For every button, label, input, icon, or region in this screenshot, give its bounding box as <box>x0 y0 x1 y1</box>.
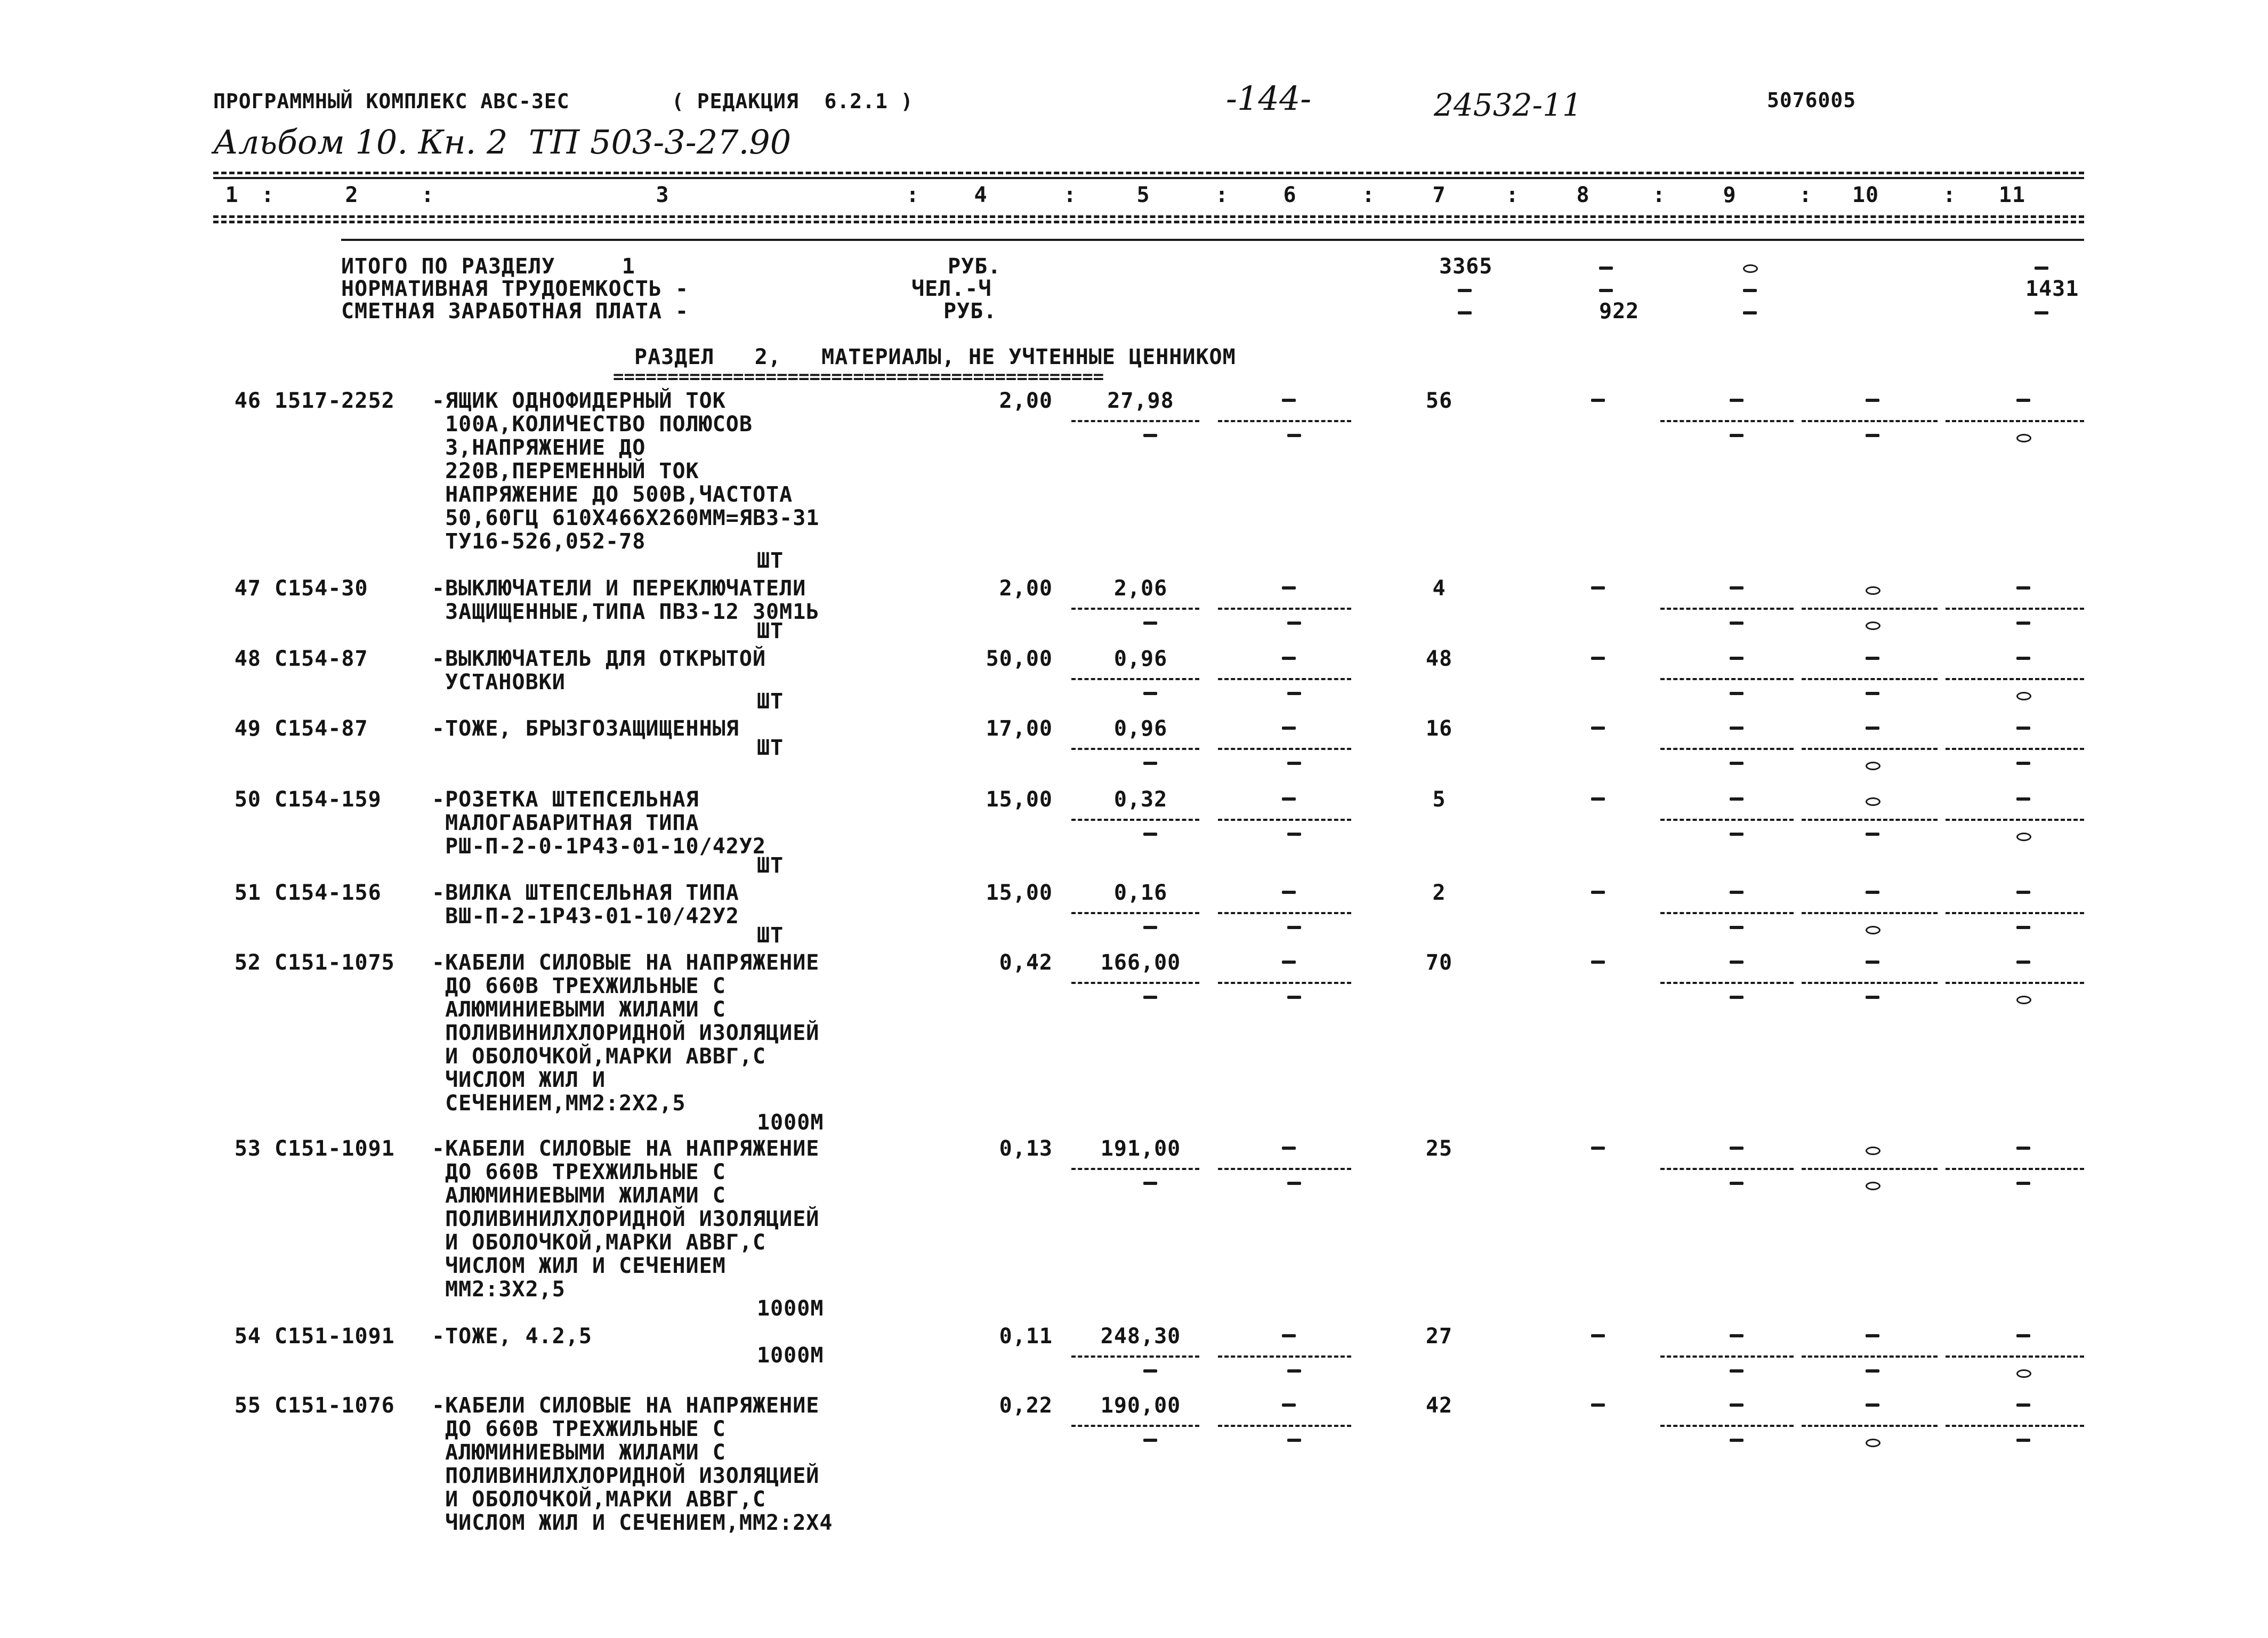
column-separator: : <box>1362 183 1376 207</box>
dash-mark <box>1282 399 1296 402</box>
dash-mark <box>1730 797 1744 801</box>
item-description: -РОЗЕТКА ШТЕПСЕЛЬНАЯ МАЛОГАБАРИТНАЯ ТИПА РШ-П-2-0-1Р43-01-10/42У2 <box>432 787 766 859</box>
unit-price: 0,32 <box>1113 787 1168 812</box>
dash-mark <box>1730 762 1744 765</box>
dash-mark <box>1143 833 1157 836</box>
quantity: 2,00 <box>999 389 1053 413</box>
dash-mark <box>1730 434 1744 437</box>
dash-mark <box>2016 1147 2030 1150</box>
unit-price: 0,96 <box>1113 716 1168 741</box>
doc-number: 24532-11 <box>1434 87 1582 123</box>
labor-label: НОРМАТИВНАЯ ТРУДОЕМКОСТЬ - <box>341 277 689 301</box>
item-description: -ВЫКЛЮЧАТЕЛЬ ДЛЯ ОТКРЫТОЙ УСТАНОВКИ <box>432 647 766 695</box>
unit-of-measure: ШТ <box>757 548 784 573</box>
quantity: 17,00 <box>986 716 1053 741</box>
column-number: 5 <box>1136 183 1150 207</box>
dash-mark <box>1730 1147 1744 1150</box>
unit-price: 0,16 <box>1113 881 1168 905</box>
col7-value: 16 <box>1425 716 1453 741</box>
unit-of-measure: ШТ <box>757 736 784 760</box>
dash-mark <box>1599 267 1613 270</box>
dash-mark <box>1143 1439 1157 1442</box>
circle-mark <box>1743 264 1758 273</box>
col7-value: 4 <box>1432 576 1446 601</box>
dash-mark <box>1866 961 1879 964</box>
quantity: 0,13 <box>999 1136 1053 1161</box>
column-separator: : <box>261 183 275 207</box>
cell-underline <box>1218 1355 1351 1358</box>
row-number: 53 <box>234 1136 261 1161</box>
circle-mark <box>2016 692 2031 700</box>
dash-mark <box>1287 622 1301 625</box>
cell-underline <box>1946 819 2084 821</box>
dash-mark <box>1730 586 1744 590</box>
column-header-rule <box>213 215 2084 218</box>
dash-mark <box>1730 692 1744 695</box>
cell-underline <box>1218 420 1351 422</box>
row-number: 50 <box>234 787 261 812</box>
column-number: 6 <box>1283 183 1297 207</box>
section-underline: ============================================= <box>613 366 1104 388</box>
dash-mark <box>1143 692 1157 695</box>
dash-mark <box>1287 926 1301 929</box>
dash-mark <box>1591 1147 1605 1150</box>
cell-underline <box>1660 819 1794 821</box>
dash-mark <box>1730 1182 1744 1185</box>
doc-code: 5076005 <box>1767 88 1857 112</box>
column-separator: : <box>1799 183 1813 207</box>
column-separator: : <box>906 183 920 207</box>
dash-mark <box>1866 1403 1879 1407</box>
dash-mark <box>1730 833 1744 836</box>
dash-mark <box>2035 311 2048 314</box>
unit-of-measure: ШТ <box>757 619 784 643</box>
dash-mark <box>1287 833 1301 836</box>
circle-mark <box>2016 996 2031 1004</box>
wage-label: СМЕТНАЯ ЗАРАБОТНАЯ ПЛАТА - <box>341 299 689 324</box>
dash-mark <box>1282 1334 1296 1337</box>
dash-mark <box>1143 622 1157 625</box>
dash-mark <box>1458 289 1472 292</box>
column-number: 11 <box>1998 183 2026 207</box>
cell-underline <box>1946 748 2084 750</box>
item-code: С154-87 <box>275 647 368 671</box>
unit-price: 166,00 <box>1100 950 1181 975</box>
dash-mark <box>2016 1334 2030 1337</box>
dash-mark <box>2016 399 2030 402</box>
item-description: -ВЫКЛЮЧАТЕЛИ И ПЕРЕКЛЮЧАТЕЛИ ЗАЩИЩЕННЫЕ,ТИПА ПВЗ-12 30М1Ь <box>432 576 820 624</box>
column-separator: : <box>1506 183 1520 207</box>
quantity: 0,42 <box>999 950 1053 975</box>
dash-mark <box>2016 622 2030 625</box>
cell-underline <box>1802 678 1938 680</box>
quantity: 2,00 <box>999 576 1053 601</box>
dash-mark <box>1743 289 1757 292</box>
dash-mark <box>1866 657 1879 660</box>
cell-underline <box>1660 1355 1794 1358</box>
dash-mark <box>1730 622 1744 625</box>
row-number: 48 <box>234 647 261 671</box>
column-number: 2 <box>345 183 359 207</box>
dash-mark <box>1282 1403 1296 1407</box>
dash-mark <box>1866 996 1879 999</box>
item-code: С151-1075 <box>275 950 395 975</box>
quantity: 15,00 <box>986 881 1053 905</box>
unit-of-measure: ШТ <box>757 923 784 948</box>
totals-unit: РУБ. <box>948 254 1002 279</box>
unit-of-measure: 1000М <box>757 1343 824 1368</box>
dash-mark <box>1143 996 1157 999</box>
cell-underline <box>1946 678 2084 680</box>
column-separator: : <box>1943 183 1957 207</box>
cell-underline <box>1946 1355 2084 1358</box>
dash-mark <box>1282 586 1296 590</box>
cell-underline <box>1218 1425 1351 1427</box>
dash-mark <box>2016 1439 2030 1442</box>
dash-mark <box>1866 1369 1879 1373</box>
cell-underline <box>1218 912 1351 914</box>
cell-underline <box>1071 678 1199 680</box>
totals-top-rule <box>341 239 2084 241</box>
circle-mark <box>1866 1147 1880 1155</box>
item-description: -КАБЕЛИ СИЛОВЫЕ НА НАПРЯЖЕНИЕ ДО 660В ТРЕХЖИЛЬНЫЕ С АЛЮМИНИЕВЫМИ ЖИЛАМИ С ПОЛИВИНИЛХЛОРИДНОЙ ИЗОЛЯЦИЕЙ И ОБОЛОЧКОЙ,МАРКИ АВВГ,С ЧИСЛОМ ЖИЛ И СЕЧЕНИЕМ ММ2:3Х2,5 <box>432 1136 820 1302</box>
cell-underline <box>1660 912 1794 914</box>
dash-mark <box>1730 727 1744 730</box>
column-separator: : <box>421 183 435 207</box>
item-description: -КАБЕЛИ СИЛОВЫЕ НА НАПРЯЖЕНИЕ ДО 660В ТРЕХЖИЛЬНЫЕ С АЛЮМИНИЕВЫМИ ЖИЛАМИ С ПОЛИВИНИЛХЛОРИДНОЙ ИЗОЛЯЦИЕЙ И ОБОЛОЧКОЙ,МАРКИ АВВГ,С ЧИСЛОМ ЖИЛ И СЕЧЕНИЕМ,ММ2:2Х4 <box>432 1393 833 1535</box>
dash-mark <box>2016 586 2030 590</box>
wage-col8: 922 <box>1599 299 1640 324</box>
dash-mark <box>2016 891 2030 894</box>
dash-mark <box>1866 434 1879 437</box>
item-description: -ЯЩИК ОДНОФИДЕРНЫЙ ТОК 100А,КОЛИЧЕСТВО ПОЛЮСОВ 3,НАПРЯЖЕНИЕ ДО 220В,ПЕРЕМЕННЫЙ ТОК НАПРЯЖЕНИЕ ДО 500В,ЧАСТОТА 50,60ГЦ 610Х466Х260ММ=ЯВ3-31 ТУ16-526,052-78 <box>432 389 820 554</box>
cell-underline <box>1071 1425 1199 1427</box>
unit-price: 2,06 <box>1113 576 1168 601</box>
dash-mark <box>2016 1403 2030 1407</box>
dash-mark <box>1866 399 1879 402</box>
column-number: 9 <box>1723 183 1737 207</box>
circle-mark <box>1866 1439 1880 1447</box>
dash-mark <box>2016 926 2030 929</box>
quantity: 0,22 <box>999 1393 1053 1418</box>
circle-mark <box>1866 622 1880 630</box>
item-description: -ВИЛКА ШТЕПСЕЛЬНАЯ ТИПА ВШ-П-2-1Р43-01-10/42У2 <box>432 881 739 929</box>
dash-mark <box>1591 1403 1605 1407</box>
circle-mark <box>2016 434 2031 442</box>
column-number: 7 <box>1432 183 1446 207</box>
row-number: 49 <box>234 716 261 741</box>
column-number: 1 <box>225 183 239 207</box>
unit-price: 190,00 <box>1100 1393 1181 1418</box>
dash-mark <box>1287 762 1301 765</box>
cell-underline <box>1802 420 1938 422</box>
dash-mark <box>2016 762 2030 765</box>
edition: ( РЕДАКЦИЯ 6.2.1 ) <box>672 90 914 113</box>
cell-underline <box>1218 678 1351 680</box>
dash-mark <box>1287 692 1301 695</box>
dash-mark <box>1866 891 1879 894</box>
cell-underline <box>1071 608 1199 610</box>
dash-mark <box>1743 311 1757 314</box>
dash-mark <box>1591 727 1605 730</box>
dash-mark <box>1143 1369 1157 1373</box>
unit-of-measure: 1000М <box>757 1296 824 1321</box>
item-code: С151-1091 <box>275 1324 395 1349</box>
dash-mark <box>1866 692 1879 695</box>
col7-value: 25 <box>1425 1136 1453 1161</box>
row-number: 52 <box>234 950 261 975</box>
dash-mark <box>1730 891 1744 894</box>
cell-underline <box>1802 748 1938 750</box>
quantity: 50,00 <box>986 647 1053 671</box>
unit-price: 0,96 <box>1113 647 1168 671</box>
dash-mark <box>1730 961 1744 964</box>
cell-underline <box>1660 420 1794 422</box>
dash-mark <box>1599 289 1613 292</box>
dash-mark <box>1282 797 1296 801</box>
cell-underline <box>1071 1168 1199 1170</box>
dash-mark <box>1730 1369 1744 1373</box>
table-top-rule <box>213 172 2084 174</box>
totals-col7: 3365 <box>1439 254 1493 279</box>
item-code: С154-30 <box>275 576 368 601</box>
dash-mark <box>1282 891 1296 894</box>
column-separator: : <box>1063 183 1077 207</box>
item-code: С154-159 <box>275 787 382 812</box>
cell-underline <box>1946 912 2084 914</box>
dash-mark <box>1591 797 1605 801</box>
quantity: 0,11 <box>999 1324 1053 1349</box>
cell-underline <box>1946 1168 2084 1170</box>
dash-mark <box>1730 1439 1744 1442</box>
dash-mark <box>1287 1369 1301 1373</box>
item-description: -КАБЕЛИ СИЛОВЫЕ НА НАПРЯЖЕНИЕ ДО 660В ТРЕХЖИЛЬНЫЕ С АЛЮМИНИЕВЫМИ ЖИЛАМИ С ПОЛИВИНИЛХЛОРИДНОЙ ИЗОЛЯЦИЕЙ И ОБОЛОЧКОЙ,МАРКИ АВВГ,С ЧИСЛОМ ЖИЛ И СЕЧЕНИЕМ,ММ2:2Х2,5 <box>432 950 820 1116</box>
column-number: 4 <box>974 183 988 207</box>
cell-underline <box>1946 982 2084 984</box>
col7-value: 70 <box>1425 950 1453 975</box>
item-code: С154-87 <box>275 716 368 741</box>
cell-underline <box>1071 420 1199 422</box>
cell-underline <box>1946 1425 2084 1427</box>
cell-underline <box>1802 1425 1938 1427</box>
circle-mark <box>1866 1182 1880 1190</box>
dash-mark <box>1287 1182 1301 1185</box>
cell-underline <box>1218 1168 1351 1170</box>
album-reference: Альбом 10. Кн. 2 ТП 503-3-27.90 <box>213 123 792 162</box>
cell-underline <box>1802 608 1938 610</box>
dash-mark <box>2035 267 2048 270</box>
dash-mark <box>1143 1182 1157 1185</box>
cell-underline <box>1660 982 1794 984</box>
row-number: 46 <box>234 389 261 413</box>
dash-mark <box>1458 311 1472 314</box>
dash-mark <box>1866 1334 1879 1337</box>
cell-underline <box>1071 912 1199 914</box>
dash-mark <box>1730 399 1744 402</box>
cell-underline <box>1946 608 2084 610</box>
cell-underline <box>1218 819 1351 821</box>
circle-mark <box>1866 926 1880 934</box>
cell-underline <box>1802 1168 1938 1170</box>
dash-mark <box>2016 657 2030 660</box>
circle-mark <box>2016 1369 2031 1378</box>
circle-mark <box>2016 833 2031 841</box>
page-number: -144- <box>1226 79 1312 118</box>
totals-label: ИТОГО ПО РАЗДЕЛУ 1 <box>341 254 635 279</box>
dash-mark <box>1730 996 1744 999</box>
cell-underline <box>1218 748 1351 750</box>
cell-underline <box>1802 819 1938 821</box>
column-separator: : <box>1215 183 1229 207</box>
dash-mark <box>1591 657 1605 660</box>
dash-mark <box>1730 657 1744 660</box>
dash-mark <box>1591 586 1605 590</box>
dash-mark <box>1730 926 1744 929</box>
dash-mark <box>2016 727 2030 730</box>
col7-value: 48 <box>1425 647 1453 671</box>
column-number: 10 <box>1852 183 1879 207</box>
dash-mark <box>1143 434 1157 437</box>
table-top-rule-2 <box>213 177 2084 179</box>
labor-unit: ЧЕЛ.-Ч <box>911 277 992 301</box>
dash-mark <box>1730 1403 1744 1407</box>
dash-mark <box>1866 727 1879 730</box>
column-number: 3 <box>656 183 669 207</box>
cell-underline <box>1660 1425 1794 1427</box>
dash-mark <box>1282 657 1296 660</box>
item-code: С154-156 <box>275 881 382 905</box>
row-number: 47 <box>234 576 261 601</box>
dash-mark <box>1287 434 1301 437</box>
item-description: -ТОЖЕ, БРЫЗГОЗАЩИЩЕННЫЯ <box>432 716 739 741</box>
row-number: 55 <box>234 1393 261 1418</box>
dash-mark <box>1282 1147 1296 1150</box>
cell-underline <box>1802 912 1938 914</box>
unit-price: 248,30 <box>1100 1324 1181 1349</box>
dash-mark <box>2016 797 2030 801</box>
cell-underline <box>1071 748 1199 750</box>
row-number: 54 <box>234 1324 261 1349</box>
unit-of-measure: 1000М <box>757 1110 824 1135</box>
cell-underline <box>1660 678 1794 680</box>
dash-mark <box>1591 399 1605 402</box>
quantity: 15,00 <box>986 787 1053 812</box>
circle-mark <box>1866 762 1880 770</box>
item-code: С151-1076 <box>275 1393 395 1418</box>
dash-mark <box>1287 1439 1301 1442</box>
cell-underline <box>1071 982 1199 984</box>
cell-underline <box>1946 420 2084 422</box>
dash-mark <box>1282 727 1296 730</box>
circle-mark <box>1866 797 1880 806</box>
col7-value: 42 <box>1425 1393 1453 1418</box>
cell-underline <box>1660 608 1794 610</box>
unit-price: 27,98 <box>1107 389 1174 413</box>
dash-mark <box>2016 1182 2030 1185</box>
cell-underline <box>1802 982 1938 984</box>
dash-mark <box>1591 1334 1605 1337</box>
cell-underline <box>1071 819 1199 821</box>
dash-mark <box>1591 891 1605 894</box>
col7-value: 5 <box>1432 787 1446 812</box>
item-description: -ТОЖЕ, 4.2,5 <box>432 1324 592 1349</box>
unit-price: 191,00 <box>1100 1136 1181 1161</box>
cell-underline <box>1802 1355 1938 1358</box>
cell-underline <box>1071 1355 1199 1358</box>
column-number: 8 <box>1576 183 1590 207</box>
col7-value: 2 <box>1432 881 1446 905</box>
dash-mark <box>1143 762 1157 765</box>
row-number: 51 <box>234 881 261 905</box>
column-separator: : <box>1652 183 1666 207</box>
labor-col11: 1431 <box>2025 277 2079 301</box>
dash-mark <box>1591 961 1605 964</box>
circle-mark <box>1866 586 1880 595</box>
col7-value: 56 <box>1425 389 1453 413</box>
dash-mark <box>1143 926 1157 929</box>
unit-of-measure: ШТ <box>757 853 784 878</box>
dash-mark <box>2016 961 2030 964</box>
cell-underline <box>1218 982 1351 984</box>
item-code: 1517-2252 <box>275 389 395 413</box>
cell-underline <box>1218 608 1351 610</box>
item-code: С151-1091 <box>275 1136 395 1161</box>
program-name: ПРОГРАММНЫЙ КОМПЛЕКС АВС-3ЕС <box>213 90 570 113</box>
cell-underline <box>1660 748 1794 750</box>
dash-mark <box>1282 961 1296 964</box>
section-title: РАЗДЕЛ 2, МАТЕРИАЛЫ, НЕ УЧТЕННЫЕ ЦЕННИКОМ <box>634 345 1236 369</box>
dash-mark <box>1730 1334 1744 1337</box>
unit-of-measure: ШТ <box>757 689 784 714</box>
dash-mark <box>1866 833 1879 836</box>
dash-mark <box>1287 996 1301 999</box>
cell-underline <box>1660 1168 1794 1170</box>
column-header-rule-2 <box>213 221 2084 223</box>
wage-unit: РУБ. <box>943 299 997 324</box>
col7-value: 27 <box>1425 1324 1453 1349</box>
